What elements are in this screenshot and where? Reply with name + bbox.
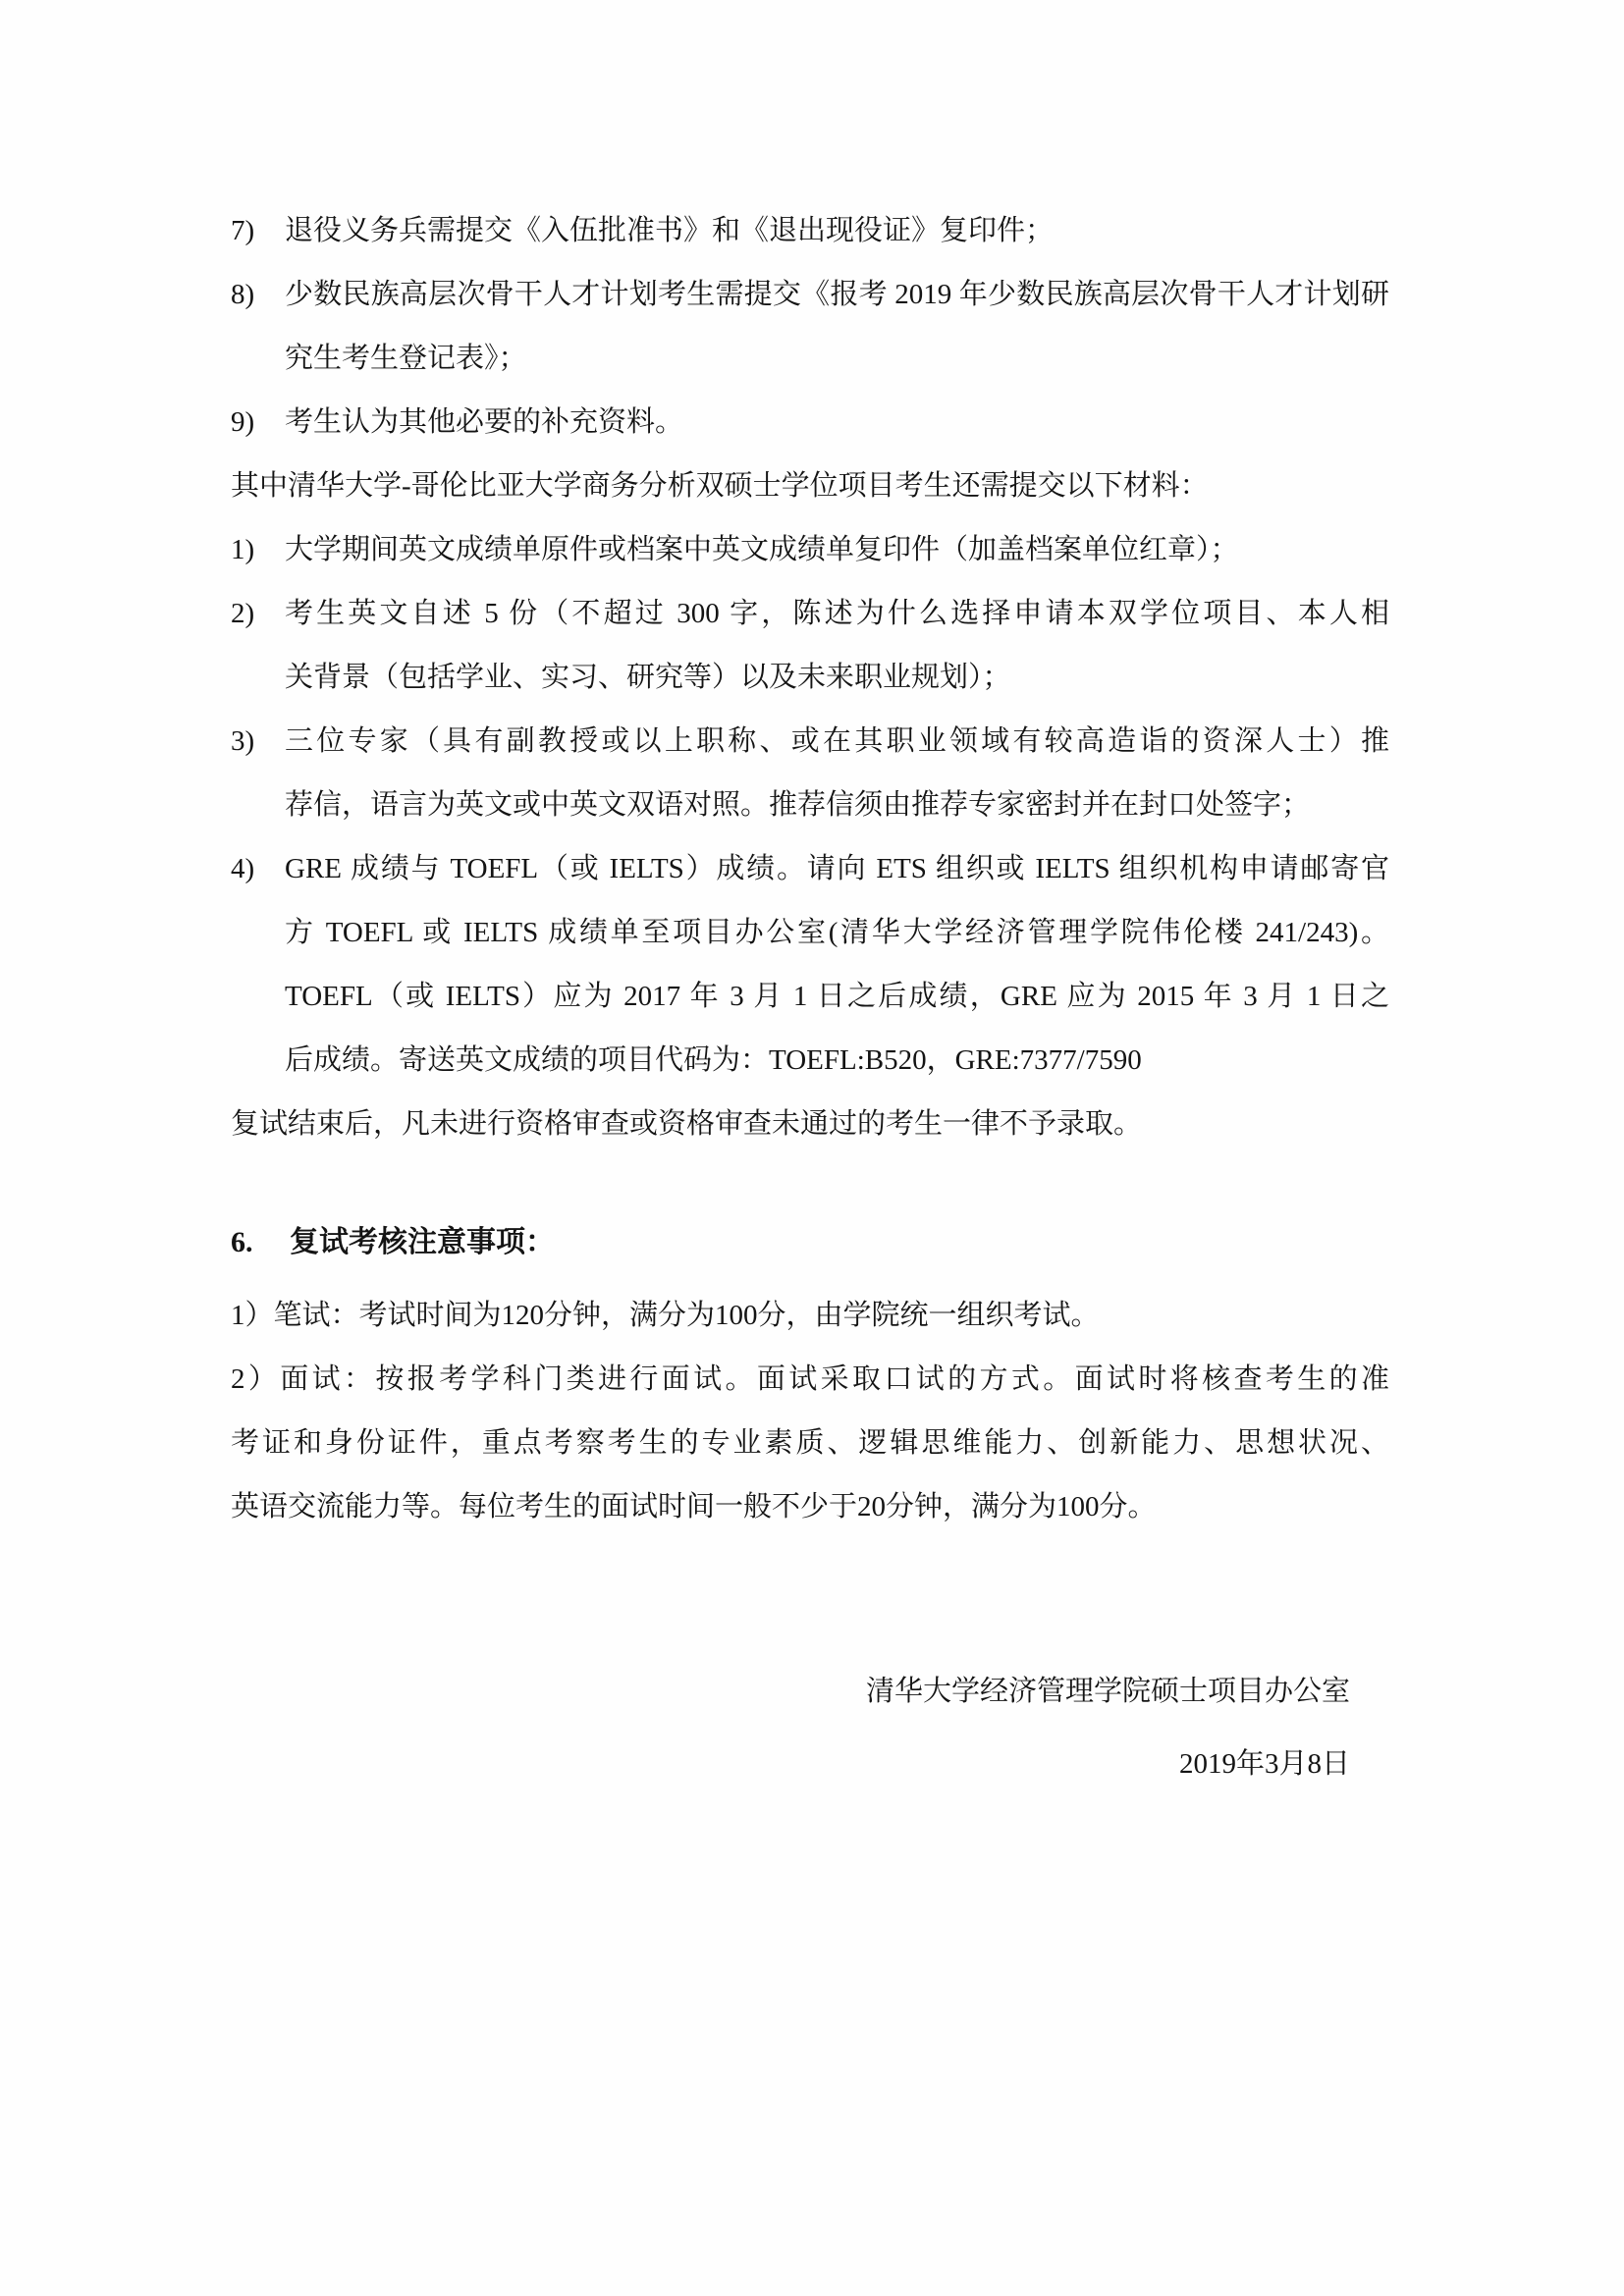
heading-text: 复试考核注意事项： (290, 1226, 555, 1258)
list-marker: 4) (231, 853, 255, 884)
list-marker: 1) (231, 534, 255, 565)
text-line: 三位专家（具有副教授或以上职称、或在其职业领域有较高造诣的资深人士）推 (285, 725, 1389, 757)
paragraph (231, 454, 1389, 518)
list-item (231, 710, 1389, 837)
heading-number: 6. (231, 1226, 253, 1258)
paragraph (231, 1348, 1389, 1539)
list-marker: 9) (231, 406, 255, 438)
date-line (231, 1733, 1389, 1796)
list-marker: 2) (231, 598, 255, 629)
text-line: 2）面试：按报考学科门类进行面试。面试采取口试的方式。面试时将核查考生的准 (231, 1363, 1389, 1395)
text-line: 退役义务兵需提交《入伍批准书》和《退出现役证》复印件； (285, 215, 1055, 246)
text-line: 考生英文自述 5 份（不超过 300 字，陈述为什么选择申请本双学位项目、本人相 (285, 598, 1389, 629)
text-line: 清华大学经济管理学院硕士项目办公室 (865, 1676, 1350, 1707)
list-item (231, 837, 1389, 1093)
text-line: GRE 成绩与 TOEFL（或 IELTS）成绩。请向 ETS 组织或 IELTS 组织机构申请邮寄官 (285, 853, 1389, 884)
text-line: 大学期间英文成绩单原件或档案中英文成绩单复印件（加盖档案单位红章）； (285, 534, 1239, 565)
text-line: 考证和身份证件，重点考察考生的专业素质、逻辑思维能力、创新能力、思想状况、 (231, 1427, 1389, 1459)
text-line: 少数民族高层次骨干人才计划考生需提交《报考 2019 年少数民族高层次骨干人才计划研 (285, 279, 1389, 310)
text-line: 后成绩。寄送英文成绩的项目代码为：TOEFL:B520，GRE:7377/7590 (285, 1044, 1142, 1076)
list-marker: 3) (231, 725, 255, 757)
section-heading (231, 1210, 1389, 1274)
list-item (231, 263, 1389, 391)
text-line: 英语交流能力等。每位考生的面试时间一般不少于20分钟，满分为100分。 (231, 1491, 1157, 1522)
text-line: TOEFL（或 IELTS）应为 2017 年 3 月 1 日之后成绩，GRE 应为 2015 年 3 月 1 日之 (285, 981, 1389, 1012)
text-line: 其中清华大学-哥伦比亚大学商务分析双硕士学位项目考生还需提交以下材料： (231, 470, 1209, 502)
list-marker: 7) (231, 215, 255, 246)
text-line: 究生考生登记表》； (285, 343, 527, 374)
document-content (231, 199, 1389, 1796)
paragraph (231, 1284, 1389, 1348)
signature-line (231, 1660, 1389, 1724)
list-item (231, 518, 1389, 582)
text-line: 考生认为其他必要的补充资料。 (285, 406, 684, 438)
text-line: 关背景（包括学业、实习、研究等）以及未来职业规划）； (285, 662, 1011, 693)
text-line: 复试结束后，凡未进行资格审查或资格审查未通过的考生一律不予录取。 (231, 1108, 1143, 1140)
list-item (231, 582, 1389, 710)
paragraph (231, 1093, 1389, 1156)
list-marker: 8) (231, 279, 255, 310)
text-line: 荐信，语言为英文或中英文双语对照。推荐信须由推荐专家密封并在封口处签字； (285, 789, 1311, 821)
text-line: 2019年3月8日 (1178, 1748, 1350, 1780)
text-line: 1）笔试：考试时间为120分钟，满分为100分，由学院统一组织考试。 (231, 1300, 1100, 1331)
text-line: 方 TOEFL 或 IELTS 成绩单至项目办公室(清华大学经济管理学院伟伦楼 241/243)。 (285, 917, 1389, 948)
list-item (231, 199, 1389, 263)
list-item (231, 391, 1389, 454)
